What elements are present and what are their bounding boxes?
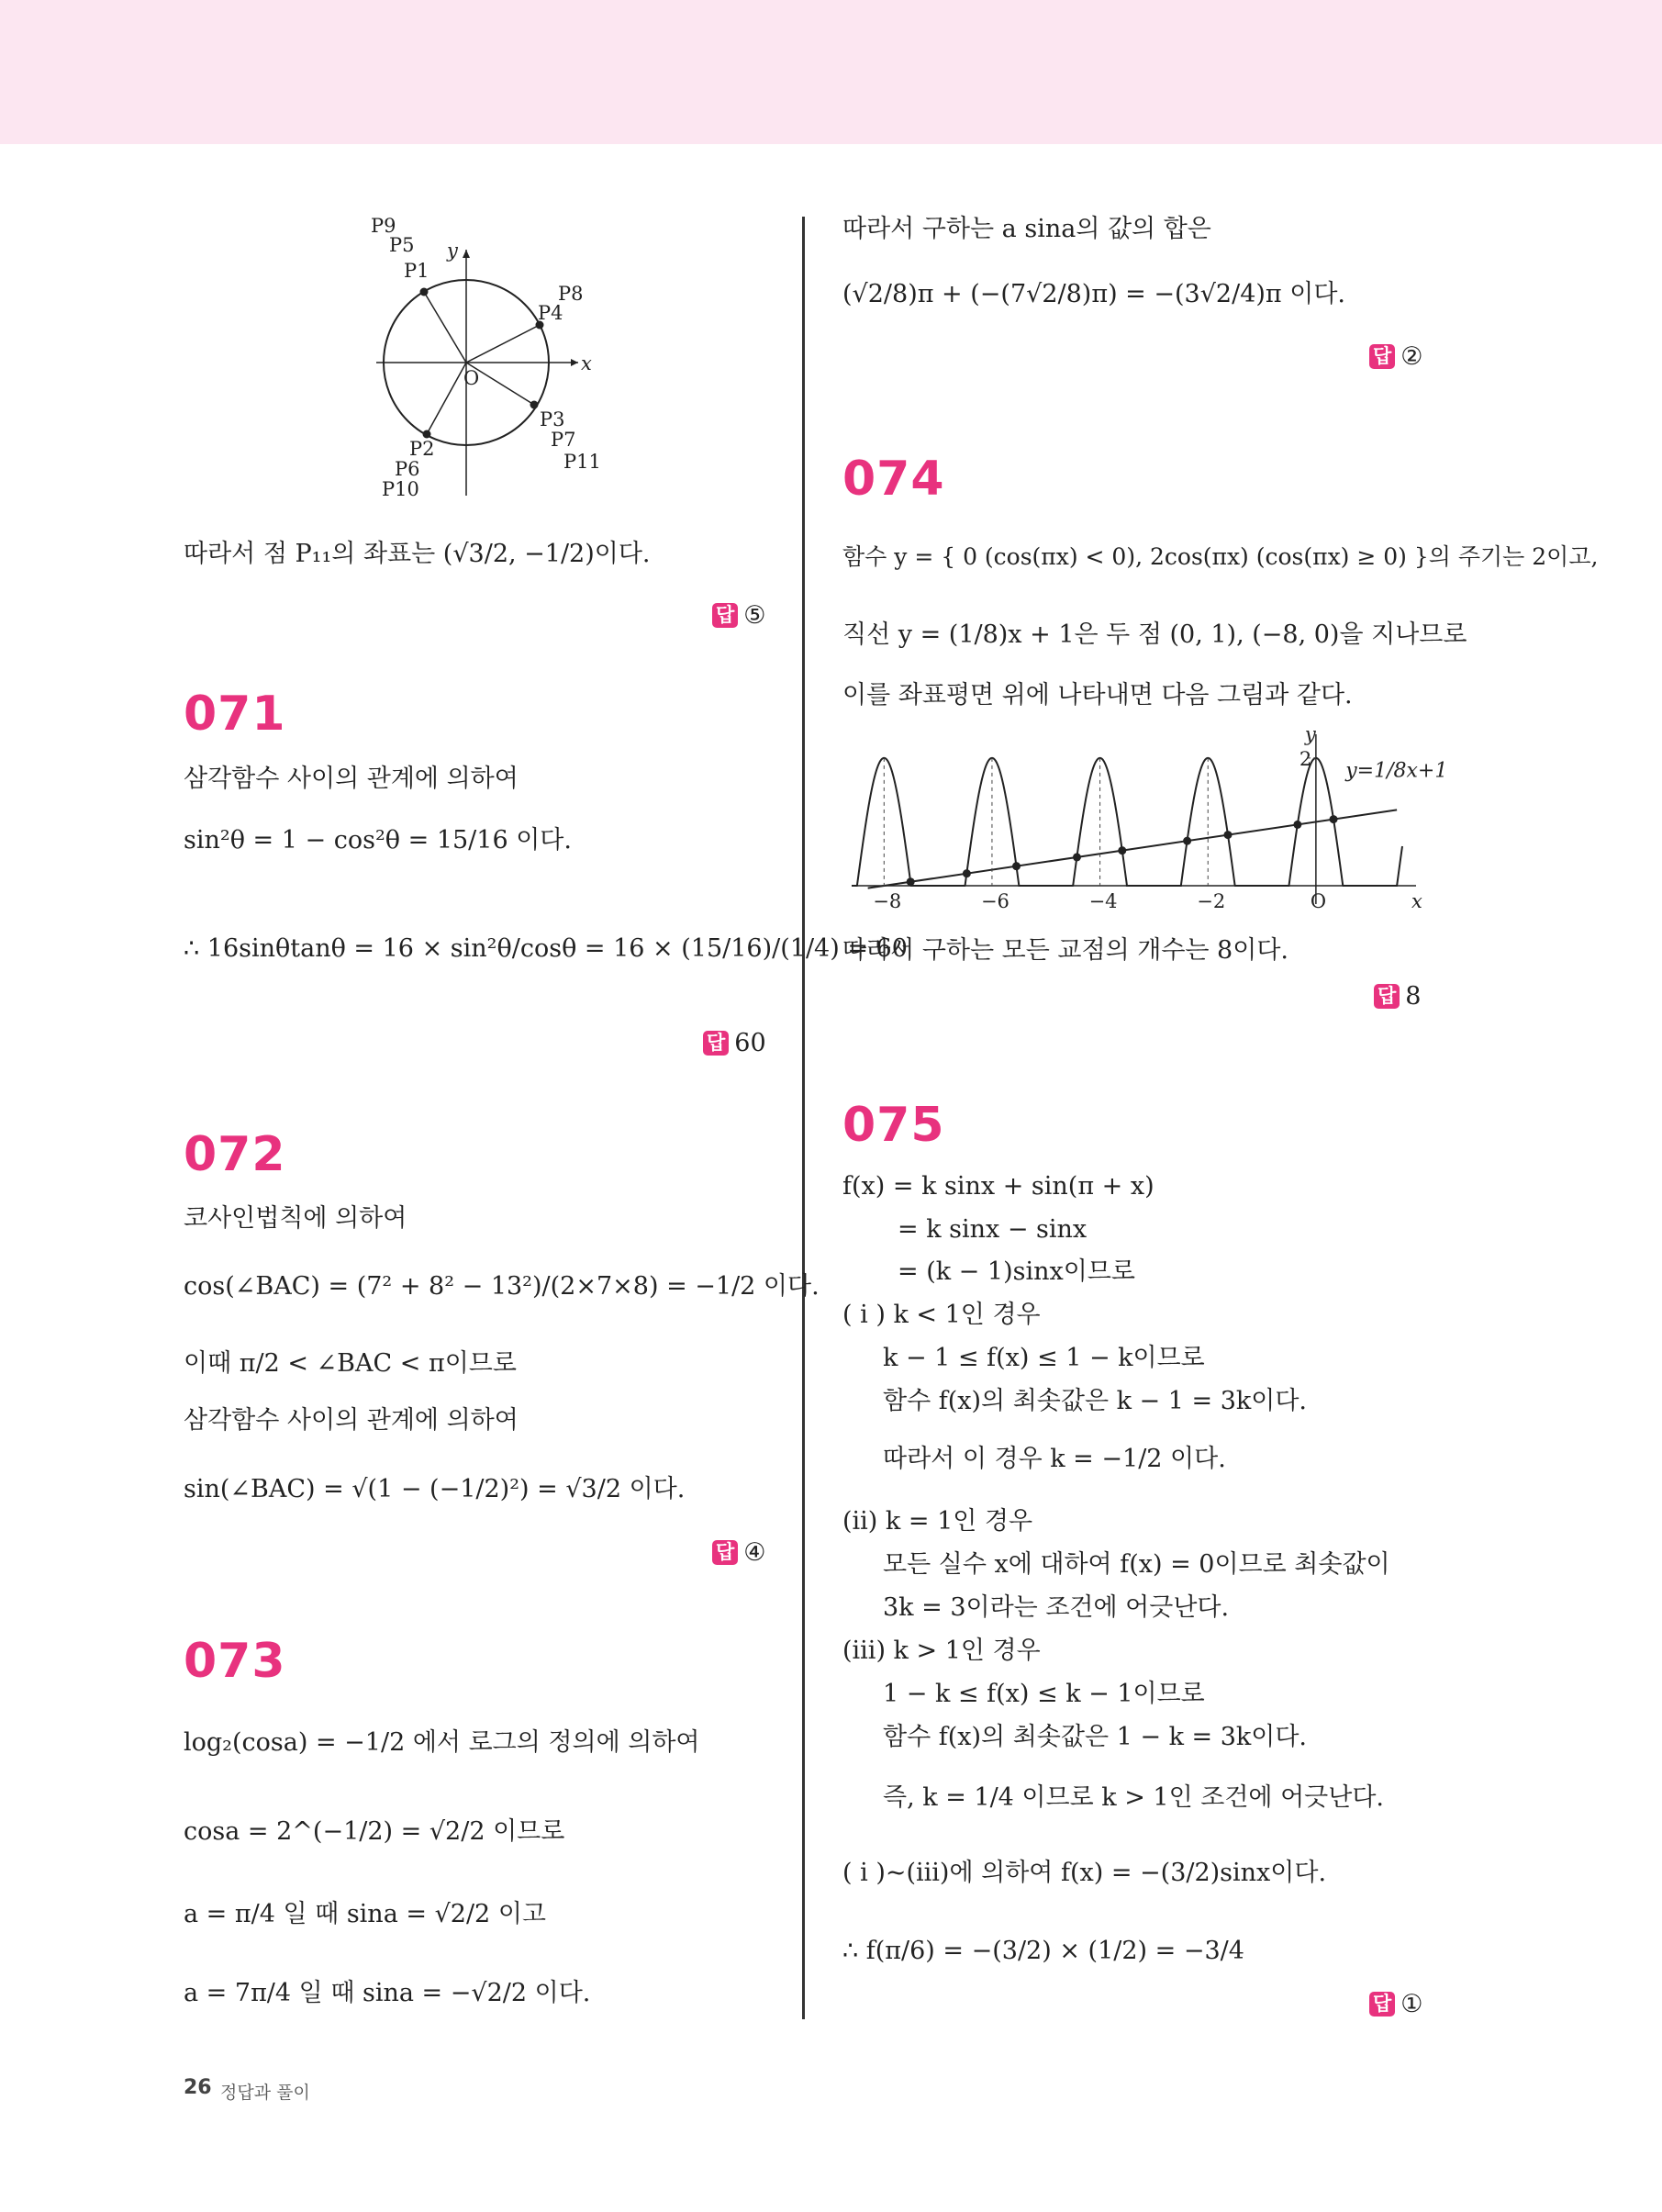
label-y-axis: y <box>447 240 458 262</box>
p073-line6: (√2/8)π + (−(7√2/8)π) = −(3√2/4)π 이다. <box>842 280 1345 308</box>
answer-badge: 답 <box>1369 1992 1395 2016</box>
page-number: 26 <box>184 2076 212 2099</box>
p075-line5: k − 1 ≤ f(x) ≤ 1 − k이므로 <box>883 1344 1205 1372</box>
intersection-point <box>1183 837 1191 845</box>
p075-line6: 함수 f(x)의 최솟값은 k − 1 = 3k이다. <box>883 1387 1308 1415</box>
answer-value: 8 <box>1405 982 1422 1011</box>
problem-number-071: 071 <box>184 687 286 742</box>
label-p9: P9 <box>371 215 396 237</box>
answer-value: ④ <box>743 1538 766 1567</box>
header-band <box>0 0 1662 144</box>
p075-line3: = (k − 1)sinx이므로 <box>898 1257 1135 1286</box>
line-label: y=1/8x+1 <box>1345 759 1448 783</box>
problem-number-073: 073 <box>184 1634 286 1689</box>
p071-line2: sin²θ = 1 − cos²θ = 15/16 이다. <box>184 826 572 855</box>
problem-number-072: 072 <box>184 1127 286 1182</box>
unit-circle-figure <box>358 211 606 505</box>
p074-line1: 함수 y = { 0 (cos(πx) < 0), 2cos(πx) (cos(πx) ≥ 0) }의 주기는 2이고, <box>842 543 1599 570</box>
p074-line2: 직선 y = (1/8)x + 1은 두 점 (0, 1), (−8, 0)을 지나므로 <box>842 620 1467 649</box>
answer-badge: 답 <box>1374 984 1400 1008</box>
label-p2: P2 <box>409 438 435 460</box>
p074-line4: 따라서 구하는 모든 교점의 개수는 8이다. <box>842 936 1288 965</box>
periodic-function-chart <box>842 723 1448 918</box>
x-tick-label: −2 <box>1197 890 1226 912</box>
point-p3 <box>530 401 539 409</box>
p075-line16: ∴ f(π/6) = −(3/2) × (1/2) = −3/4 <box>842 1937 1244 1965</box>
p070-conclusion: 따라서 점 P₁₁의 좌표는 (√3/2, −1/2)이다. <box>184 540 651 568</box>
p075-line11: (iii) k > 1인 경우 <box>842 1637 1041 1665</box>
intersection-point <box>1073 853 1081 861</box>
intersection-point <box>1012 862 1021 870</box>
answer-badge: 답 <box>1369 344 1395 368</box>
answer-value: ② <box>1400 342 1423 371</box>
y-tick-label: 2 <box>1299 747 1312 770</box>
p072-line5: sin(∠BAC) = √(1 − (−1/2)²) = √3/2 이다. <box>184 1475 686 1503</box>
p072-line1: 코사인법칙에 의하여 <box>184 1204 407 1233</box>
label-p10: P10 <box>382 478 419 500</box>
p075-line7: 따라서 이 경우 k = −1/2 이다. <box>883 1445 1226 1473</box>
p074-line3: 이를 좌표평면 위에 나타내면 다음 그림과 같다. <box>842 681 1353 709</box>
footer-title: 정답과 풀이 <box>220 2083 310 2103</box>
p075-answer <box>1369 1990 1423 2018</box>
answer-value: 60 <box>734 1029 766 1057</box>
answer-value: ⑤ <box>743 601 766 630</box>
p072-answer <box>712 1538 766 1567</box>
p073-line5: 따라서 구하는 a sina의 값의 합은 <box>842 215 1211 243</box>
intersection-point <box>907 877 915 886</box>
label-p7: P7 <box>551 429 576 451</box>
label-p8: P8 <box>558 283 584 305</box>
p075-line4: ( i ) k < 1인 경우 <box>842 1301 1041 1329</box>
p072-line4: 삼각함수 사이의 관계에 의하여 <box>184 1406 519 1435</box>
intersection-point <box>1330 815 1338 823</box>
intersection-point <box>1224 831 1233 839</box>
label-origin: O <box>463 367 480 389</box>
x-tick-label: −8 <box>873 890 902 912</box>
p075-line9: 모든 실수 x에 대하여 f(x) = 0이므로 최솟값이 <box>883 1550 1390 1579</box>
p071-answer <box>703 1029 766 1057</box>
label-p3: P3 <box>540 408 565 430</box>
p075-line8: (ii) k = 1인 경우 <box>842 1507 1033 1536</box>
p071-line3: ∴ 16sinθtanθ = 16 × sin²θ/cosθ = 16 × (15/16)/(1/4) = 60 <box>184 934 908 963</box>
intersection-point <box>1118 846 1126 855</box>
problem-number-074: 074 <box>842 452 945 507</box>
answer-value: ① <box>1400 1990 1423 2018</box>
p073-line3: a = π/4 일 때 sina = √2/2 이고 <box>184 1900 546 1928</box>
x-axis-label: x <box>1411 890 1422 912</box>
p075-line15: ( i )~(iii)에 의하여 f(x) = −(3/2)sinx이다. <box>842 1859 1327 1887</box>
p074-answer <box>1374 982 1421 1011</box>
x-tick-label: O <box>1310 890 1327 912</box>
label-p4: P4 <box>538 302 563 324</box>
p075-line1: f(x) = k sinx + sin(π + x) <box>842 1172 1154 1201</box>
p075-line13: 함수 f(x)의 최솟값은 1 − k = 3k이다. <box>883 1723 1308 1751</box>
label-p1: P1 <box>404 260 429 282</box>
answer-badge: 답 <box>703 1031 729 1055</box>
p075-line12: 1 − k ≤ f(x) ≤ k − 1이므로 <box>883 1680 1205 1708</box>
p071-line1: 삼각함수 사이의 관계에 의하여 <box>184 765 519 793</box>
intersection-point <box>1293 821 1301 829</box>
column-divider <box>802 217 805 2019</box>
p072-line2: cos(∠BAC) = (7² + 8² − 13²)/(2×7×8) = −1/2 이다. <box>184 1272 820 1301</box>
label-p5: P5 <box>389 234 415 256</box>
p075-line10: 3k = 3이라는 조건에 어긋난다. <box>883 1593 1230 1622</box>
point-p1 <box>420 288 429 296</box>
p075-line2: = k sinx − sinx <box>898 1215 1088 1244</box>
p072-line3: 이때 π/2 < ∠BAC < π이므로 <box>184 1349 517 1378</box>
intersection-point <box>963 869 971 877</box>
label-p11: P11 <box>563 451 601 473</box>
label-p6: P6 <box>395 458 420 480</box>
p073-line2: cosa = 2^(−1/2) = √2/2 이므로 <box>184 1817 565 1846</box>
p073-line1: log₂(cosa) = −1/2 에서 로그의 정의에 의하여 <box>184 1728 700 1757</box>
p070-answer <box>712 601 766 630</box>
p073-answer <box>1369 342 1423 371</box>
x-tick-label: −4 <box>1088 890 1118 912</box>
label-x-axis: x <box>581 352 592 374</box>
p073-line4: a = 7π/4 일 때 sina = −√2/2 이다. <box>184 1979 591 2007</box>
p075-line14: 즉, k = 1/4 이므로 k > 1인 조건에 어긋난다. <box>883 1783 1384 1812</box>
problem-number-075: 075 <box>842 1098 945 1153</box>
x-tick-label: −6 <box>980 890 1009 912</box>
answer-badge: 답 <box>712 603 738 627</box>
answer-badge: 답 <box>712 1540 738 1564</box>
y-axis-label: y <box>1304 723 1316 745</box>
series-line <box>868 810 1397 888</box>
